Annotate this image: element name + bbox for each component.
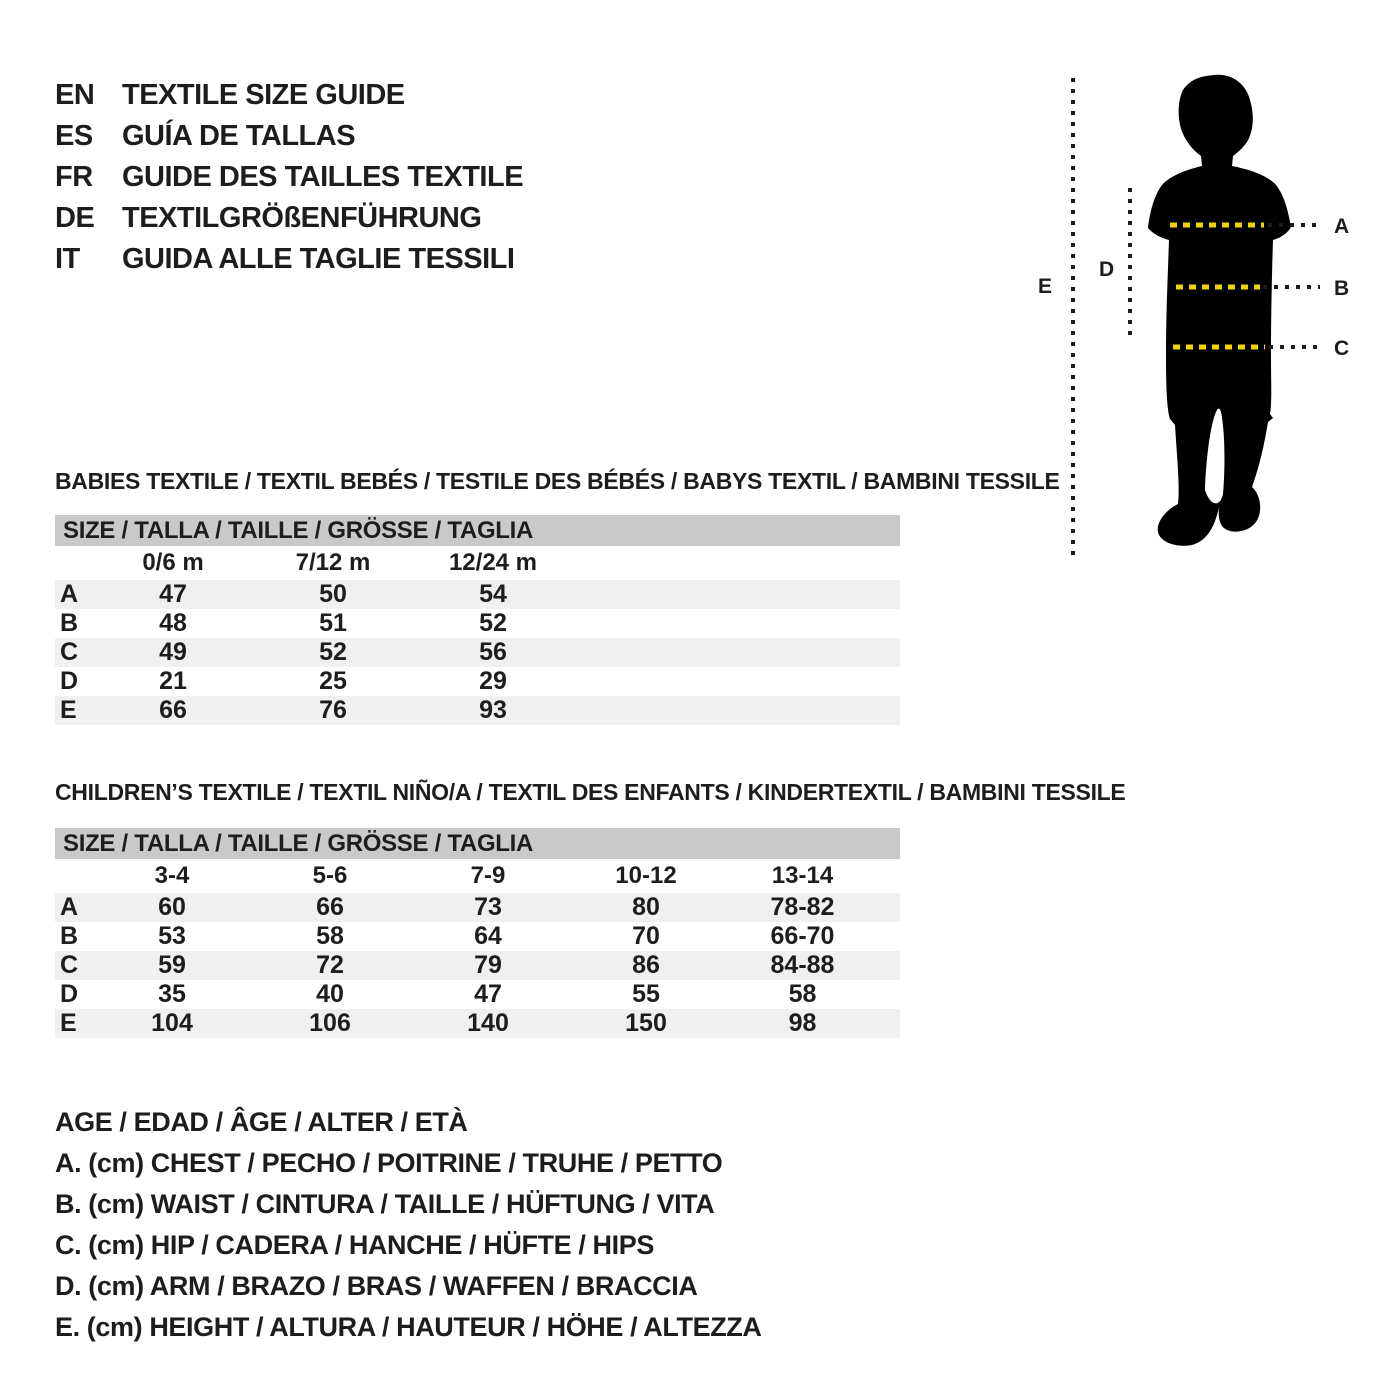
cell: 52 — [479, 609, 507, 637]
column-header: 12/24 m — [448, 549, 538, 576]
legend-hip-line: C. (cm) HIP / CADERA / HANCHE / HÜFTE / HIPS — [55, 1230, 654, 1260]
cell: 58 — [316, 922, 344, 950]
language-code: EN — [55, 79, 95, 111]
cell: 25 — [319, 667, 347, 695]
cell: 21 — [159, 667, 187, 695]
figure-label-a: A — [1334, 215, 1350, 238]
cell: 48 — [159, 609, 187, 637]
cell: 84-88 — [770, 951, 835, 979]
cell: 54 — [479, 580, 507, 608]
cell: 40 — [316, 980, 344, 1008]
language-title: TEXTILE SIZE GUIDE — [122, 79, 405, 111]
table-row-e — [55, 696, 900, 725]
language-row-de — [55, 198, 523, 239]
figure-label-e: E — [1038, 275, 1053, 298]
child-silhouette — [1148, 75, 1291, 546]
cell: 72 — [316, 951, 344, 979]
language-code: ES — [55, 120, 93, 152]
language-row-it — [55, 239, 523, 280]
figure-label-b: B — [1334, 277, 1350, 300]
language-title: GUÍA DE TALLAS — [122, 120, 356, 152]
cell: 56 — [479, 638, 507, 666]
cell: 53 — [158, 922, 186, 950]
language-row-fr — [55, 157, 523, 198]
column-header: 3-4 — [154, 862, 190, 889]
table-row-d — [55, 667, 900, 696]
table-row-e — [55, 1009, 900, 1038]
cell: 29 — [479, 667, 507, 695]
cell: 55 — [632, 980, 660, 1008]
figure-label-c: C — [1334, 337, 1350, 360]
babies-section-title: BABIES TEXTILE / TEXTIL BEBÉS / TESTILE DES BÉBÉS / BABYS TEXTIL / BAMBINI TESSILE — [55, 468, 1060, 494]
figure-label-d: D — [1099, 258, 1115, 281]
babies-size-table — [55, 515, 900, 725]
cell: 49 — [159, 638, 187, 666]
cell: 93 — [479, 696, 507, 724]
language-title-list — [55, 75, 523, 280]
column-header: 7-9 — [470, 862, 506, 889]
legend-arm-line: D. (cm) ARM / BRAZO / BRAS / WAFFEN / BRACCIA — [55, 1271, 698, 1301]
language-title: TEXTILGRÖßENFÜHRUNG — [122, 202, 482, 234]
column-header: 0/6 m — [142, 549, 204, 576]
column-header: 7/12 m — [295, 549, 371, 576]
children-size-table — [55, 828, 900, 1038]
language-code: IT — [55, 243, 80, 275]
row-label: C — [60, 951, 79, 979]
language-code: DE — [55, 202, 95, 234]
language-row-en — [55, 75, 523, 116]
cell: 106 — [309, 1009, 351, 1037]
row-label: B — [60, 609, 79, 637]
cell: 66-70 — [770, 922, 835, 950]
cell: 140 — [467, 1009, 509, 1037]
children-size-header-bar: SIZE / TALLA / TAILLE / GRÖSSE / TAGLIA — [55, 828, 900, 859]
cell: 35 — [158, 980, 186, 1008]
row-label: A — [60, 580, 79, 608]
column-header: 5-6 — [312, 862, 348, 889]
table-row-d — [55, 980, 900, 1009]
language-title: GUIDE DES TAILLES TEXTILE — [122, 161, 524, 193]
legend-height-line: E. (cm) HEIGHT / ALTURA / HAUTEUR / HÖHE / ALTEZZA — [55, 1312, 762, 1342]
cell: 60 — [158, 893, 186, 921]
cell: 150 — [625, 1009, 667, 1037]
cell: 104 — [151, 1009, 193, 1037]
children-section-title: CHILDREN’S TEXTILE / TEXTIL NIÑO/A / TEXTIL DES ENFANTS / KINDERTEXTIL / BAMBINI TESSILE — [55, 779, 1126, 805]
cell: 66 — [316, 893, 344, 921]
table-row-c — [55, 951, 900, 980]
column-header: 13-14 — [771, 862, 834, 889]
row-label: A — [60, 893, 79, 921]
language-code: FR — [55, 161, 93, 193]
cell: 59 — [158, 951, 186, 979]
table-row-b — [55, 922, 900, 951]
column-header: 10-12 — [615, 862, 677, 889]
cell: 70 — [632, 922, 660, 950]
cell: 50 — [319, 580, 347, 608]
row-label: C — [60, 638, 79, 666]
legend-age-line: AGE / EDAD / ÂGE / ALTER / ETÀ — [55, 1107, 468, 1137]
language-row-es — [55, 116, 523, 157]
cell: 51 — [319, 609, 347, 637]
cell: 73 — [474, 893, 502, 921]
row-label: B — [60, 922, 79, 950]
cell: 98 — [788, 1009, 817, 1037]
measurement-figure — [1020, 58, 1400, 563]
cell: 47 — [159, 580, 187, 608]
row-label: E — [60, 1009, 77, 1037]
legend-waist-line: B. (cm) WAIST / CINTURA / TAILLE / HÜFTUNG / VITA — [55, 1189, 715, 1219]
cell: 79 — [474, 951, 502, 979]
legend-chest-line: A. (cm) CHEST / PECHO / POITRINE / TRUHE / PETTO — [55, 1148, 723, 1178]
cell: 52 — [319, 638, 347, 666]
row-label: E — [60, 696, 77, 724]
cell: 80 — [632, 893, 660, 921]
cell: 47 — [474, 980, 502, 1008]
babies-size-header-bar: SIZE / TALLA / TAILLE / GRÖSSE / TAGLIA — [55, 515, 900, 546]
cell: 76 — [319, 696, 347, 724]
row-label: D — [60, 667, 79, 695]
babies-column-header-row — [55, 546, 900, 580]
language-title: GUIDA ALLE TAGLIE TESSILI — [122, 243, 515, 275]
cell: 64 — [474, 922, 502, 950]
table-row-a — [55, 580, 900, 609]
cell: 86 — [632, 951, 660, 979]
cell: 58 — [788, 980, 817, 1008]
cell: 78-82 — [770, 893, 835, 921]
cell: 66 — [159, 696, 187, 724]
row-label: D — [60, 980, 79, 1008]
table-row-c — [55, 638, 900, 667]
measure-legend — [55, 1102, 761, 1348]
table-row-a — [55, 893, 900, 922]
children-column-header-row — [55, 859, 900, 893]
table-row-b — [55, 609, 900, 638]
